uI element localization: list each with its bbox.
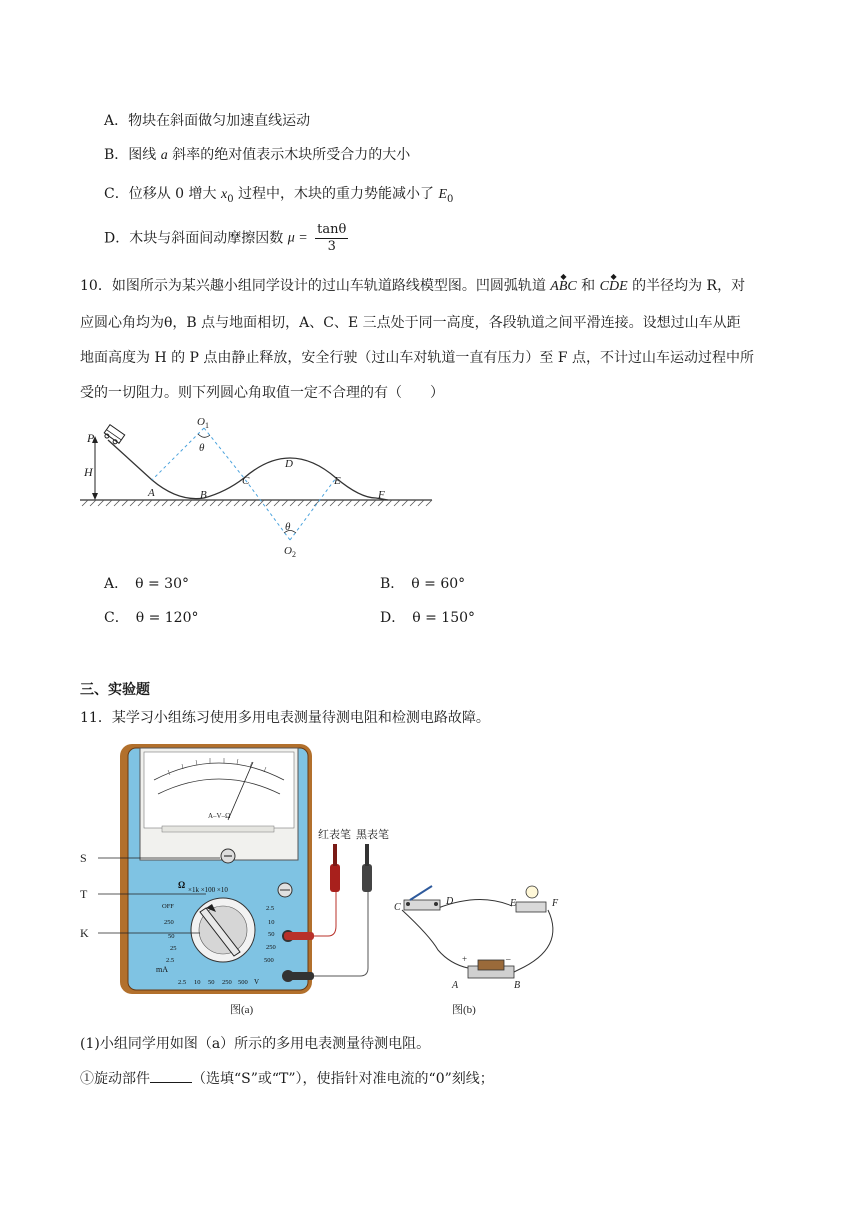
svg-text:图(b): 图(b) (452, 1004, 476, 1016)
svg-text:+: + (462, 954, 468, 964)
svg-text:10: 10 (268, 919, 275, 926)
cart-icon (103, 425, 125, 446)
q10-stem-line4: 受的一切阻力。则下列圆心角取值一定不合理的有（ ） (80, 385, 444, 401)
svg-text:A–V–Ω: A–V–Ω (208, 812, 231, 820)
svg-text:50: 50 (168, 933, 175, 940)
svg-text:2.5: 2.5 (178, 979, 187, 986)
svg-text:D: D (285, 458, 293, 470)
q9-option-d[interactable]: D．木块与斜面间动摩擦因数 μ = $\frac{\tan\theta}{3}$ (104, 222, 347, 254)
svg-text:×1k ×100 ×10: ×1k ×100 ×10 (188, 886, 228, 894)
svg-text:E: E (510, 898, 517, 909)
svg-text:B: B (514, 980, 521, 991)
svg-text:500: 500 (238, 979, 248, 986)
q10-option-b[interactable]: B． θ = 60° (380, 576, 466, 592)
svg-text:黑表笔: 黑表笔 (356, 829, 389, 841)
arc-cde: ◆ CDE (600, 277, 628, 297)
svg-text:K: K (80, 926, 89, 940)
q10-stem-line3: 地面高度为 H 的 P 点由静止释放，安全行驶（过山车对轨道一直有压力）至 F 点，不计过山车运动过程中所 (80, 350, 755, 366)
svg-text:E: E (334, 475, 341, 487)
svg-text:θ: θ (199, 442, 205, 454)
svg-text:OFF: OFF (162, 903, 174, 910)
svg-text:D: D (446, 896, 454, 907)
q11-part1: (1)小组同学用如图（a）所示的多用电表测量待测电阻。 (80, 1036, 431, 1052)
svg-text:A: A (148, 487, 155, 499)
svg-text:250: 250 (222, 979, 232, 986)
q10-stem-line1: 10．如图所示为某兴趣小组同学设计的过山车轨道路线模型图。凹圆弧轨道 ◆ ABC 和 ◆ CDE 的半径均为 R，对 (80, 276, 745, 297)
svg-text:50: 50 (208, 979, 215, 986)
arc-abc: ◆ ABC (550, 277, 576, 297)
q9-option-b[interactable]: B．图线 a 斜率的绝对值表示木块所受合力的大小 (104, 147, 411, 163)
mu-fraction: $\frac{\tan\theta}{3}$ (317, 222, 347, 254)
q10-option-a[interactable]: A． θ = 30° (104, 576, 189, 592)
svg-text:250: 250 (164, 919, 174, 926)
svg-text:2.5: 2.5 (166, 957, 175, 964)
svg-text:Ω: Ω (178, 880, 186, 890)
svg-text:C: C (242, 475, 250, 487)
q9-option-c[interactable]: C．位移从 0 增大 $x_0$ 过程中，木块的重力势能减小了 $E_0$ (104, 186, 454, 205)
circuit-figure (390, 880, 580, 1020)
svg-text:2.5: 2.5 (266, 905, 275, 912)
svg-text:1: 1 (205, 421, 209, 430)
svg-text:C: C (394, 902, 401, 913)
roller-coaster-diagram (78, 410, 438, 560)
q10-option-c[interactable]: C． θ = 120° (104, 610, 199, 626)
q10-option-d[interactable]: D． θ = 150° (380, 610, 476, 626)
svg-text:θ: θ (285, 521, 291, 533)
q11-step1: ①旋动部件 （选填“S”或“T”），使指针对准电流的“0”刻线； (80, 1071, 494, 1087)
q9-option-a[interactable]: A．物块在斜面做匀加速直线运动 (104, 113, 311, 129)
svg-text:S: S (80, 851, 87, 865)
svg-text:2: 2 (292, 550, 296, 559)
label-h: H (84, 465, 93, 479)
svg-text:250: 250 (266, 944, 276, 951)
svg-text:–: – (506, 954, 511, 964)
svg-text:A: A (452, 980, 459, 991)
q11-stem: 11．某学习小组练习使用多用电表测量待测电阻和检测电路故障。 (80, 710, 490, 726)
svg-text:T: T (80, 887, 88, 901)
svg-text:B: B (200, 489, 207, 501)
answer-blank[interactable] (150, 1069, 192, 1083)
svg-text:O: O (284, 545, 292, 557)
label-p: P (87, 431, 95, 445)
svg-text:红表笔: 红表笔 (318, 829, 351, 841)
svg-text:V: V (254, 978, 260, 986)
svg-text:mA: mA (156, 965, 168, 974)
svg-text:25: 25 (170, 945, 177, 952)
svg-text:F: F (378, 489, 385, 501)
multimeter-figure (78, 740, 408, 1020)
q10-stem-line2: 应圆心角均为θ，B 点与地面相切，A、C、E 三点处于同一高度，各段轨道之间平滑连接。设想过山车从距 (80, 315, 741, 331)
section-title: 三、实验题 (80, 682, 150, 698)
svg-text:O: O (197, 416, 205, 428)
svg-text:500: 500 (264, 957, 274, 964)
svg-text:10: 10 (194, 979, 201, 986)
svg-text:F: F (552, 898, 559, 909)
svg-text:图(a): 图(a) (230, 1004, 254, 1016)
svg-text:50: 50 (268, 931, 275, 938)
